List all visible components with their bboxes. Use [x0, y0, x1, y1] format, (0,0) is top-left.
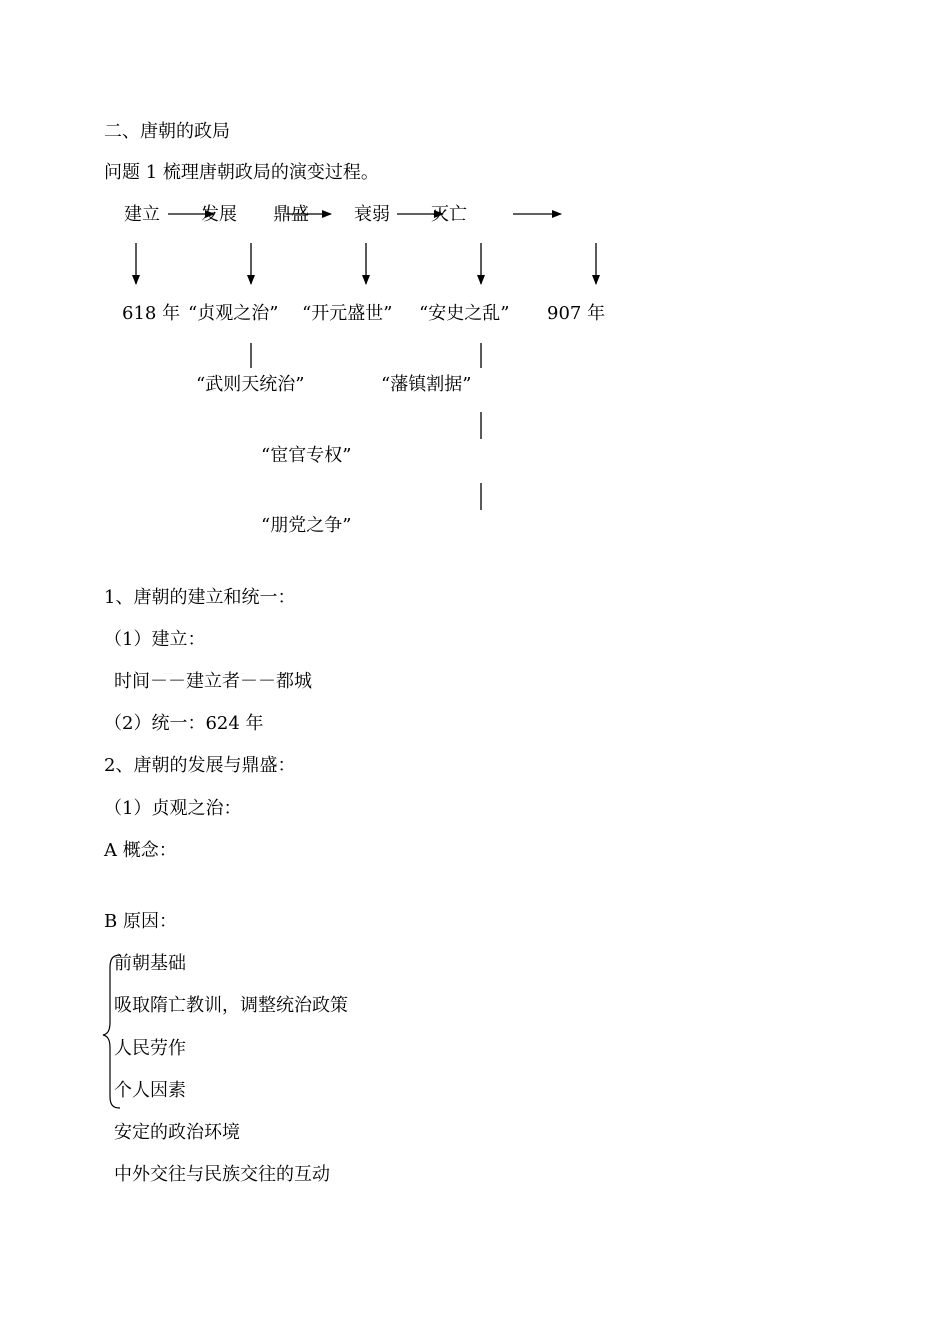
- question-text: 问题 1 梳理唐朝政局的演变过程。: [104, 162, 379, 183]
- item-time-founder-capital: 时间－－建立者－－都城: [114, 671, 312, 692]
- reason-item: 吸取隋亡教训，调整统治政策: [114, 995, 348, 1016]
- item-concept: A 概念：: [104, 840, 177, 861]
- reason-item: 人民劳作: [114, 1038, 186, 1059]
- stage-decline: 衰弱: [354, 204, 390, 225]
- event-anshi: “安史之乱”: [419, 303, 510, 324]
- item-zhenguan: （1）贞观之治：: [104, 798, 242, 819]
- section-title: 二、唐朝的政局: [104, 121, 230, 142]
- heading-develop-peak: 2、唐朝的发展与鼎盛：: [104, 755, 296, 776]
- stage-peak: 鼎盛: [273, 204, 309, 225]
- event-kaiyuan: “开元盛世”: [302, 303, 393, 324]
- item-causes: B 原因：: [104, 911, 177, 932]
- stage-fall: 灭亡: [431, 204, 467, 225]
- stage-establish: 建立: [124, 204, 160, 225]
- stage-develop: 发展: [201, 204, 237, 225]
- event-618: 618 年: [122, 303, 181, 324]
- event-907: 907 年: [547, 303, 606, 324]
- reason-item: 前朝基础: [114, 953, 186, 974]
- event-huanguan: “宦官专权”: [261, 445, 352, 466]
- event-pengdang: “朋党之争”: [261, 515, 352, 536]
- item-unify: （2）统一：624 年: [104, 713, 264, 734]
- item-stable-politics: 安定的政治环境: [114, 1122, 240, 1143]
- heading-establish-unify: 1、唐朝的建立和统一：: [104, 587, 296, 608]
- item-establish: （1）建立：: [104, 629, 206, 650]
- event-fanzhen: “藩镇割据”: [381, 374, 472, 395]
- event-zhenguan: “贞观之治”: [188, 303, 279, 324]
- item-exchanges: 中外交往与民族交往的互动: [114, 1164, 330, 1185]
- reason-item: 个人因素: [114, 1080, 186, 1101]
- event-wuzetian: “武则天统治”: [196, 374, 305, 395]
